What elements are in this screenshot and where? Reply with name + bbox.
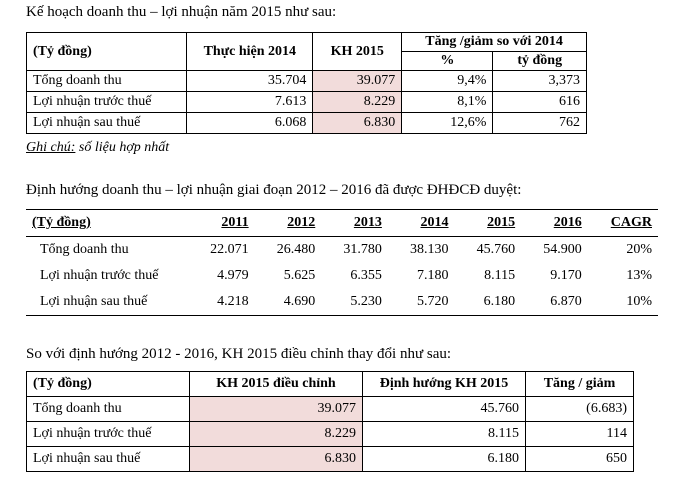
row-label: Lợi nhuận sau thuế bbox=[40, 294, 148, 309]
cell-value: 4.979 bbox=[217, 268, 249, 283]
col-direction-plan: Định hướng KH 2015 bbox=[363, 372, 526, 397]
table-note bbox=[26, 140, 169, 156]
cell-value: 54.900 bbox=[543, 242, 582, 257]
cell-adjusted: 6.830 bbox=[190, 447, 363, 472]
col-unit: (Tỷ đồng) bbox=[27, 372, 190, 397]
table-row bbox=[27, 113, 587, 134]
cell-pct: 8,1% bbox=[402, 92, 493, 113]
cell-change: 114 bbox=[526, 422, 634, 447]
col-2013: 2013 bbox=[321, 210, 388, 237]
col-unit: (Tỷ đồng) bbox=[26, 210, 188, 237]
col-2016: 2016 bbox=[521, 210, 588, 237]
cell-cagr: 20% bbox=[626, 242, 652, 257]
row-label: Tổng doanh thu bbox=[40, 242, 129, 257]
col-2015: 2015 bbox=[455, 210, 522, 237]
cell-value: 4.690 bbox=[283, 294, 316, 309]
cell-value: 6.180 bbox=[483, 294, 516, 309]
cell-value: 4.218 bbox=[217, 294, 249, 309]
table-row bbox=[27, 447, 634, 472]
table-row bbox=[27, 71, 587, 92]
row-label: Lợi nhuận trước thuế bbox=[27, 422, 190, 447]
cell-value: 6.355 bbox=[350, 268, 382, 283]
cell-amount: 762 bbox=[493, 113, 587, 134]
cell-change: (6.683) bbox=[526, 397, 634, 422]
table-row bbox=[26, 263, 658, 289]
cell-actual: 35.704 bbox=[187, 71, 313, 92]
cell-pct: 12,6% bbox=[402, 113, 493, 134]
cell-value: 26.480 bbox=[276, 242, 316, 257]
cell-adjusted: 39.077 bbox=[190, 397, 363, 422]
cell-plan: 8.229 bbox=[313, 92, 402, 113]
col-change-amount: tỷ đồng bbox=[493, 52, 587, 71]
plan-adjustment-table bbox=[26, 371, 634, 472]
cell-value: 5.720 bbox=[417, 294, 449, 309]
cell-value: 6.870 bbox=[550, 294, 582, 309]
cell-value: 45.760 bbox=[476, 242, 516, 257]
col-2012: 2012 bbox=[255, 210, 322, 237]
row-label: Lợi nhuận trước thuế bbox=[40, 268, 159, 283]
col-unit: (Tỷ đồng) bbox=[27, 33, 187, 71]
cell-actual: 6.068 bbox=[187, 113, 313, 134]
cell-value: 8.115 bbox=[484, 268, 516, 283]
col-2014: 2014 bbox=[388, 210, 455, 237]
col-change: Tăng / giảm bbox=[526, 372, 634, 397]
cell-value: 5.625 bbox=[283, 268, 316, 283]
cell-value: 9.170 bbox=[550, 268, 582, 283]
table-row bbox=[27, 92, 587, 113]
table-row bbox=[26, 289, 658, 316]
col-cagr: CAGR bbox=[588, 210, 658, 237]
table-row bbox=[26, 237, 658, 264]
cell-actual: 7.613 bbox=[187, 92, 313, 113]
cell-value: 31.780 bbox=[343, 242, 382, 257]
cell-value: 38.130 bbox=[410, 242, 449, 257]
row-label: Tổng doanh thu bbox=[27, 397, 190, 422]
col-adjusted-plan: KH 2015 điều chỉnh bbox=[190, 372, 363, 397]
col-2011: 2011 bbox=[188, 210, 255, 237]
direction-2012-2016-table bbox=[26, 209, 658, 316]
cell-cagr: 10% bbox=[626, 294, 652, 309]
cell-cagr: 13% bbox=[626, 268, 652, 283]
cell-pct: 9,4% bbox=[402, 71, 493, 92]
table-row bbox=[27, 397, 634, 422]
row-label: Lợi nhuận sau thuế bbox=[27, 447, 190, 472]
row-label: Lợi nhuận trước thuế bbox=[27, 92, 187, 113]
cell-value: 7.180 bbox=[417, 268, 449, 283]
cell-direction: 45.760 bbox=[363, 397, 526, 422]
table-row bbox=[27, 422, 634, 447]
section3-heading: So với định hướng 2012 - 2016, KH 2015 điều chỉnh thay đổi như sau: bbox=[26, 346, 452, 362]
section1-heading: Kế hoạch doanh thu – lợi nhuận năm 2015 như sau: bbox=[26, 4, 337, 20]
cell-value: 22.071 bbox=[210, 242, 249, 257]
cell-adjusted: 8.229 bbox=[190, 422, 363, 447]
cell-amount: 616 bbox=[493, 92, 587, 113]
cell-plan: 6.830 bbox=[313, 113, 402, 134]
cell-value: 5.230 bbox=[350, 294, 382, 309]
col-plan-2015: KH 2015 bbox=[313, 33, 402, 71]
col-change-pct: % bbox=[402, 52, 493, 71]
note-label: Ghi chú: bbox=[26, 140, 76, 155]
cell-plan: 39.077 bbox=[313, 71, 402, 92]
revenue-plan-2015-table bbox=[26, 32, 587, 134]
row-label: Tổng doanh thu bbox=[27, 71, 187, 92]
col-change-group: Tăng /giảm so với 2014 bbox=[402, 33, 587, 52]
row-label: Lợi nhuận sau thuế bbox=[27, 113, 187, 134]
section2-heading: Định hướng doanh thu – lợi nhuận giai đoạn 2012 – 2016 đã được ĐHĐCĐ duyệt: bbox=[26, 182, 522, 198]
note-text: số liệu hợp nhất bbox=[75, 140, 170, 155]
col-actual-2014: Thực hiện 2014 bbox=[187, 33, 313, 71]
cell-change: 650 bbox=[526, 447, 634, 472]
cell-amount: 3,373 bbox=[493, 71, 587, 92]
cell-direction: 6.180 bbox=[363, 447, 526, 472]
cell-direction: 8.115 bbox=[363, 422, 526, 447]
